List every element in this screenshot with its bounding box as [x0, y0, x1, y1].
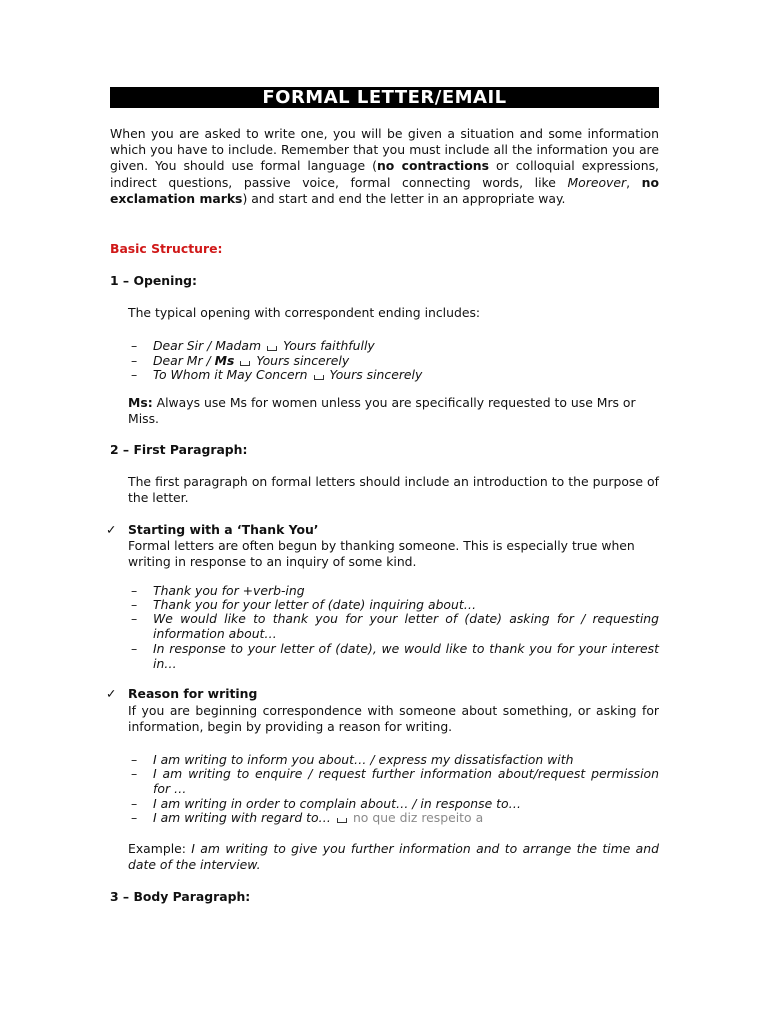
- opening-item-1: [131, 338, 659, 353]
- intro-text-2: or colloquial expressions, indirect questions, passive voice, formal connecting words, like: [110, 158, 659, 190]
- reason-heading-text: Reason for writing: [128, 686, 258, 701]
- opening-item-2-start: Dear Mr /: [153, 353, 215, 368]
- dash-icon: –: [131, 752, 138, 767]
- translation-note: no que diz respeito a: [352, 810, 484, 825]
- intro-bold-2: no exclamation marks: [110, 174, 659, 206]
- dash-icon: –: [131, 338, 138, 353]
- thank-you-item-1: [131, 583, 659, 598]
- opening-item-2: [131, 353, 659, 368]
- thank-you-item-3: [131, 611, 659, 641]
- example-text: I am writing to give you further information and to arrange the time and date of the interview.: [128, 841, 659, 873]
- body-paragraph-heading: 3 – Body Paragraph:: [110, 889, 251, 904]
- arrow-icon: [314, 375, 324, 380]
- intro-text-4: ) and start and end the letter in an appropriate way.: [242, 190, 566, 206]
- opening-item-3-start: To Whom it May Concern: [153, 367, 308, 382]
- reason-text: If you are beginning correspondence with someone about something, or asking for information, begin by providing a reason for writing.: [128, 703, 659, 735]
- thank-you-item-4: [131, 641, 659, 671]
- opening-item-3-end: Yours sincerely: [329, 367, 423, 382]
- dash-icon: –: [131, 796, 138, 811]
- thank-you-item-4-text: In response to your letter of (date), we would like to thank you for your interest in…: [153, 641, 659, 671]
- reason-item-4-text: I am writing with regard to…: [153, 810, 331, 825]
- opening-heading: 1 – Opening:: [110, 273, 197, 288]
- document-title: FORMAL LETTER/EMAIL: [110, 87, 659, 108]
- dash-icon: –: [131, 597, 138, 612]
- opening-text: The typical opening with correspondent ending includes:: [128, 305, 481, 320]
- thank-you-text: Formal letters are often begun by thanking someone. This is especially true when writing in response to an inquiry of some kind.: [128, 538, 635, 570]
- check-icon: ✓: [106, 686, 117, 701]
- example-label: Example:: [128, 841, 192, 856]
- intro-text-1: When you are asked to write one, you will be given a situation and some information which you have to include. Remember that you must include all the information you are given. You should use formal language (: [110, 126, 659, 174]
- arrow-icon: [240, 361, 250, 366]
- opening-item-1-end: Yours faithfully: [283, 338, 375, 353]
- ms-label: Ms:: [128, 395, 153, 410]
- example-paragraph: [128, 841, 659, 873]
- reason-heading: [106, 686, 258, 702]
- check-icon: ✓: [106, 522, 117, 537]
- reason-item-2: [131, 766, 659, 796]
- first-paragraph-heading: 2 – First Paragraph:: [110, 442, 248, 457]
- intro-bold-1: no contractions: [376, 158, 489, 174]
- thank-you-heading: [106, 522, 319, 538]
- reason-item-1: [131, 752, 659, 767]
- thank-you-item-1-text: Thank you for +verb-ing: [153, 583, 305, 598]
- arrow-icon: [337, 818, 347, 823]
- thank-you-item-2-text: Thank you for your letter of (date) inquiring about…: [153, 597, 477, 612]
- opening-item-3: [131, 367, 659, 382]
- reason-item-4: [131, 810, 659, 825]
- reason-item-3-text: I am writing in order to complain about… / in response to…: [153, 796, 521, 811]
- dash-icon: –: [131, 367, 138, 382]
- dash-icon: –: [131, 611, 138, 626]
- dash-icon: –: [131, 641, 138, 656]
- reason-item-2-text: I am writing to enquire / request further information about/request permission for …: [153, 766, 659, 796]
- first-paragraph-text: The first paragraph on formal letters should include an introduction to the purpose of the letter.: [128, 474, 659, 506]
- arrow-icon: [267, 346, 277, 351]
- thank-you-item-2: [131, 597, 659, 612]
- dash-icon: –: [131, 583, 138, 598]
- intro-text-3: ,: [626, 174, 642, 190]
- basic-structure-heading: Basic Structure:: [110, 241, 223, 256]
- dash-icon: –: [131, 353, 138, 368]
- ms-note: [128, 395, 659, 427]
- thank-you-heading-text: Starting with a ‘Thank You’: [128, 522, 319, 537]
- intro-italic-1: Moreover: [567, 174, 627, 190]
- dash-icon: –: [131, 766, 138, 781]
- dash-icon: –: [131, 810, 138, 825]
- opening-item-2-end: Yours sincerely: [256, 353, 350, 368]
- reason-item-3: [131, 796, 659, 811]
- intro-paragraph: [110, 126, 659, 207]
- thank-you-item-3-text: We would like to thank you for your letter of (date) asking for / requesting information about…: [153, 611, 659, 641]
- ms-text: Always use Ms for women unless you are specifically requested to use Mrs or Miss.: [128, 395, 636, 427]
- reason-item-1-text: I am writing to inform you about… / express my dissatisfaction with: [153, 752, 574, 767]
- opening-item-1-start: Dear Sir / Madam: [153, 338, 262, 353]
- opening-item-2-bold: Ms: [214, 353, 235, 368]
